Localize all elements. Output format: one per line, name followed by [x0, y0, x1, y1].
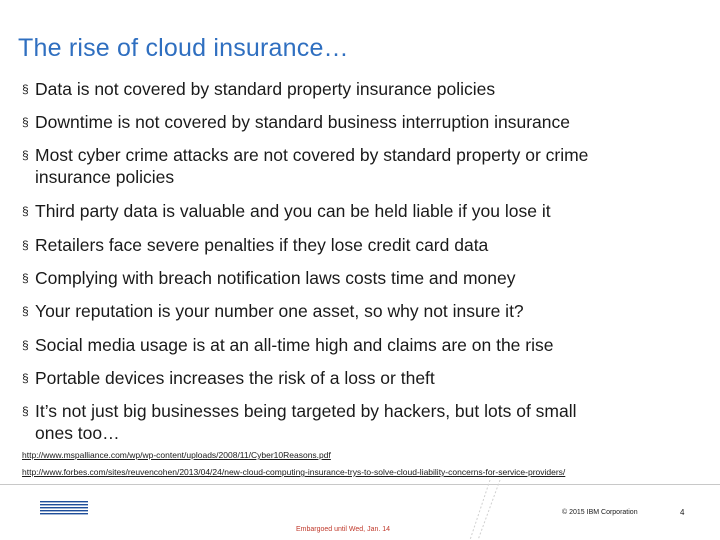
bullet-text: Social media usage is at an all-time high and claims are on the rise	[35, 335, 554, 355]
bullet-item	[22, 267, 702, 289]
embargo-notice: Embargoed until Wed, Jan. 14	[296, 526, 391, 533]
bullet-text-continued: ones too…	[35, 423, 120, 443]
bullet-item	[22, 334, 702, 356]
slide-title: The rise of cloud insurance…	[18, 34, 349, 62]
bullet-item	[22, 144, 702, 188]
bullet-text: Third party data is valuable and you can be held liable if you lose it	[35, 201, 551, 221]
bullet-item	[22, 78, 702, 100]
bullet-item	[22, 111, 702, 133]
bullet-text: It’s not just big businesses being targeted by hackers, but lots of small	[35, 401, 577, 421]
bullet-marker-icon: §	[22, 271, 29, 285]
reference-link-2[interactable]: http://www.forbes.com/sites/reuvencohen/2013/04/24/new-cloud-computing-insurance-trys-to-solve-cloud-liability-concerns-for-service-providers/	[22, 467, 566, 477]
bullet-item	[22, 200, 702, 222]
bullet-item	[22, 400, 702, 444]
bullet-item	[22, 367, 702, 389]
bullet-text: Retailers face severe penalties if they lose credit card data	[35, 235, 489, 255]
bullet-text: Most cyber crime attacks are not covered by standard property or crime	[35, 145, 589, 165]
bullet-item	[22, 234, 702, 256]
reference-link-1[interactable]: http://www.mspalliance.com/wp/wp-content/uploads/2008/11/Cyber10Reasons.pdf	[22, 450, 331, 460]
bullet-marker-icon: §	[22, 338, 29, 352]
bullet-item	[22, 300, 702, 322]
ibm-logo	[40, 498, 88, 518]
bullet-marker-icon: §	[22, 238, 29, 252]
bullet-marker-icon: §	[22, 115, 29, 129]
footer-divider	[0, 484, 720, 485]
ibm-logo-text: IBM	[50, 500, 78, 517]
bullet-text: Downtime is not covered by standard business interruption insurance	[35, 112, 571, 132]
bullet-text: Your reputation is your number one asset, so why not insure it?	[35, 301, 524, 321]
bullet-text: Complying with breach notification laws costs time and money	[35, 268, 516, 288]
bullet-marker-icon: §	[22, 148, 29, 162]
bullet-marker-icon: §	[22, 304, 29, 318]
bullet-text-continued: insurance policies	[35, 167, 175, 187]
bullet-marker-icon: §	[22, 371, 29, 385]
decorative-diagonal-lines	[450, 480, 510, 540]
bullet-marker-icon: §	[22, 404, 29, 418]
bullet-marker-icon: §	[22, 204, 29, 218]
bullet-marker-icon: §	[22, 82, 29, 96]
page-number: 4	[680, 508, 685, 517]
copyright-text: © 2015 IBM Corporation	[562, 509, 638, 516]
bullet-text: Portable devices increases the risk of a loss or theft	[35, 368, 435, 388]
bullet-text: Data is not covered by standard property insurance policies	[35, 79, 496, 99]
